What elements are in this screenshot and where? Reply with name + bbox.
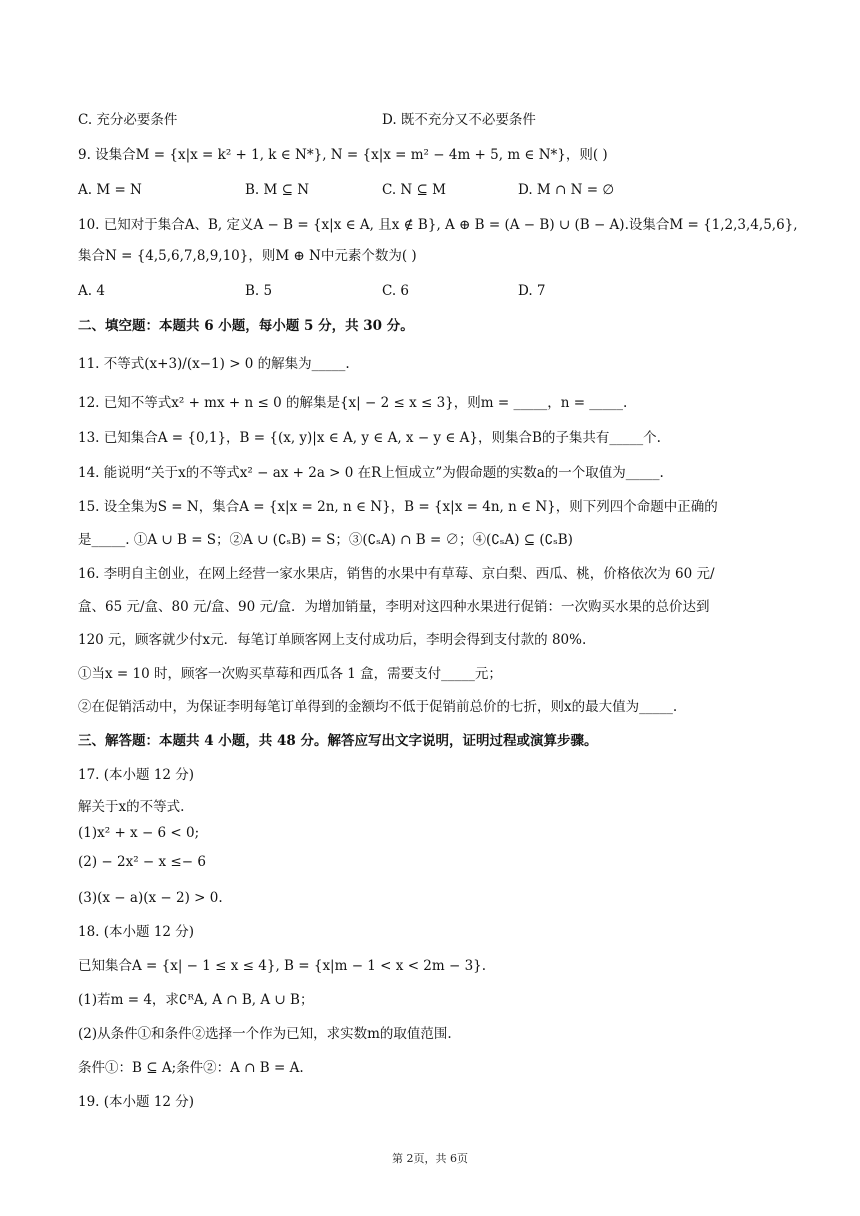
q18-conditions: 条件①：B ⊆ A;条件②：A ∩ B = A. [78,1060,304,1076]
q11: 11. 不等式(x+3)/(x−1) > 0 的解集为_____. [78,356,350,372]
q9-option-a: A. M = N [78,182,142,198]
q10-option-c: C. 6 [382,283,410,299]
q17-intro: 解关于x的不等式. [78,799,185,815]
q16-line3: 120 元，顾客就少付x元．每笔订单顾客网上支付成功后，李明会得到支付款的 80%. [78,632,587,648]
q13: 13. 已知集合A = {0,1}，B = {(x, y)|x ∈ A, y ∈ A, x − y ∈ A}，则集合B的子集共有_____个. [78,430,661,446]
q16-line1: 16. 李明自主创业，在网上经营一家水果店，销售的水果中有草莓、京白梨、西瓜、桃，价格依次为 60 元/ [78,566,715,582]
q18-intro: 已知集合A = {x| − 1 ≤ x ≤ 4}, B = {x|m − 1 < x < 2m − 3}. [78,958,487,974]
q17-part3: (3)(x − a)(x − 2) > 0. [78,890,223,906]
q8-option-c: C. 充分必要条件 [78,112,178,128]
q10-stem-line2: 集合N = {4,5,6,7,8,9,10}，则M ⊕ N中元素个数为( ) [78,248,417,264]
q16-part1: ①当x = 10 时，顾客一次购买草莓和西瓜各 1 盒，需要支付_____元； [78,666,502,682]
q9-option-d: D. M ∩ N = ∅ [518,182,615,198]
section-answer-heading: 三、解答题：本题共 4 小题，共 48 分。解答应写出文字说明，证明过程或演算步骤。 [78,733,598,749]
q14: 14. 能说明“关于x的不等式x² − ax + 2a > 0 在R上恒成立”为假命题的实数a的一个取值为_____. [78,465,664,481]
q10-option-b: B. 5 [245,283,273,299]
q9-stem: 9. 设集合M = {x|x = k² + 1, k ∈ N*}, N = {x|x = m² − 4m + 5, m ∈ N*}，则( ) [78,147,608,163]
q8-option-d: D. 既不充分又不必要条件 [382,112,536,128]
q17-heading: 17. (本小题 12 分) [78,767,195,783]
q16-line2: 盒、65 元/盒、80 元/盒、90 元/盒．为增加销量，李明对这四种水果进行促销：一次购买水果的总价达到 [78,599,710,615]
q19-heading: 19. (本小题 12 分) [78,1094,195,1110]
q16-part2: ②在促销活动中，为保证李明每笔订单得到的金额均不低于促销前总价的七折，则x的最大值为_____. [78,699,678,715]
q12: 12. 已知不等式x² + mx + n ≤ 0 的解集是{x| − 2 ≤ x ≤ 3}，则m = _____，n = _____. [78,395,628,411]
q10-option-d: D. 7 [518,283,546,299]
q15-line2: 是_____. ①A ∪ B = S；②A ∪ (∁ₛB) = S；③(∁ₛA) ∩ B = ∅；④(∁ₛA) ⊆ (∁ₛB) [78,532,573,548]
q17-part1: (1)x² + x − 6 < 0; [78,825,200,841]
q18-part2: (2)从条件①和条件②选择一个作为已知，求实数m的取值范围. [78,1026,452,1042]
section-fill-in-heading: 二、填空题：本题共 6 小题，每小题 5 分，共 30 分。 [78,318,414,334]
q9-option-b: B. M ⊆ N [245,182,310,198]
q18-heading: 18. (本小题 12 分) [78,924,195,940]
q9-option-c: C. N ⊆ M [382,182,446,198]
page-footer: 第 2页，共 6页 [392,1152,468,1165]
q10-option-a: A. 4 [78,283,105,299]
q18-part1: (1)若m = 4，求∁ᴿA, A ∩ B, A ∪ B； [78,992,314,1008]
q17-part2: (2) − 2x² − x ≤− 6 [78,854,206,870]
q15-line1: 15. 设全集为S = N，集合A = {x|x = 2n, n ∈ N}，B = {x|x = 4n, n ∈ N}，则下列四个命题中正确的 [78,499,718,515]
q10-stem-line1: 10. 已知对于集合A、B, 定义A − B = {x|x ∈ A, 且x ∉ B}, A ⊕ B = (A − B) ∪ (B − A).设集合M = {1,2,3,4,5,6}, [78,217,798,233]
